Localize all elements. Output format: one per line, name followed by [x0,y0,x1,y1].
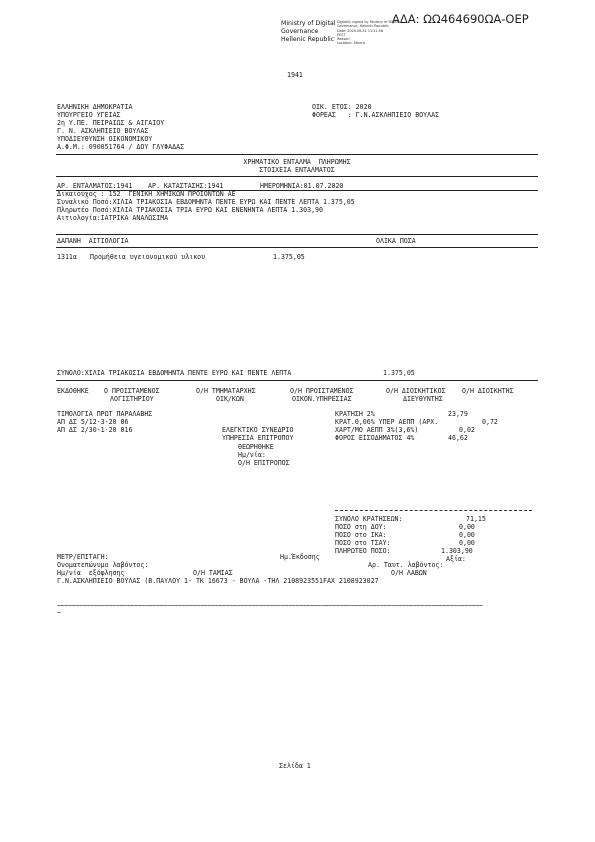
divider [56,247,538,248]
total-withholdings-value: 71,15 [466,515,486,523]
withholding-value-1: 23,79 [448,410,468,418]
digital-signature-stamp [281,20,336,44]
page-title: ΧΡΗΜΑΤΙΚΟ ΕΝΤΑΛΜΑ ΠΛΗΡΩΜΗΣ [243,158,351,166]
issue-date-label: Ημ.Έκδοσης [280,553,320,561]
signature-meta-6: Location: Athens [337,41,366,46]
fiscal-body: ΦΟΡΕΑΣ : Γ.Ν.ΑΣΚΛΗΠΙΕΙΟ ΒΟΥΛΑΣ [312,111,440,119]
amount-tsay-value: 0,00 [459,539,475,547]
expense-code: 1311α [57,253,77,261]
registry-number: ΑΡ. ΚΑΤΑΣΤΑΣΗΣ:1941 [148,182,224,190]
approval-head-accounting: Ο ΠΡΟΙΣΤΑΜΕΝΟΣ [104,387,160,395]
sum-amount: 1.375,05 [383,369,415,377]
withholding-label-4: ΦΟΡΟΣ ΕΙΣΟΔΗΜΑΤΟΣ 4% [335,434,415,442]
signature-meta-3: Date: 2020.08.31 11:21:58 [337,28,384,33]
withholding-label-1: ΚΡΑΤΗΣΗ 2% [335,410,375,418]
signature-line-2: Governance [281,28,319,35]
column-header-total: ΟΛΙΚΑ ΠΟΣΑ [376,237,416,245]
invoices-title: ΤΙΜΟΛΟΓΙΑ ΠΡΩΤ ΠΑΡΑΛΑΒΗΣ [57,410,153,418]
total-withholdings-label: ΣΥΝΟΛΟ ΚΡΑΤΗΣΕΩΝ: [335,515,403,523]
expense-amount: 1.375,05 [273,253,305,261]
signature-meta-5: Reason: [337,37,351,42]
value-label: Αξία: [446,555,466,563]
order-date: ΗΜΕΡΟΜΗΝΙΑ:01.07.2020 [260,182,344,190]
tilde-separator: ~~~~~~~~~~~~~~~~~~~~~~~~~~~~~~~~~~~~~~~~~~~~~~~~~~~~~~~~~~~~~~~~~~~~~~~~~~~~~~~~~~~~~~~~~~~~~~~~~~~~~~~~~~~~~~~~~~~~ [57,602,483,610]
divider [56,154,538,155]
divider [335,510,532,511]
approval-issued: ΕΚΔΟΘΗΚΕ [57,387,89,395]
approval-section-head-sub: ΟΙΚ/ΚΩΝ [216,395,244,403]
receiver-label: Ο/Η ΛΑΒΩΝ [391,569,427,577]
document-number: 1941 [287,71,303,79]
page-number: Σελίδα 1 [279,762,311,770]
divider [56,380,538,381]
invoice-ref-1: ΑΠ ΔΣ 5/12-3-20 Θ6 [57,418,129,426]
withholding-value-4: 46,62 [448,434,468,442]
expense-description: Προμήθεια υγειονομικού υλικου [90,253,206,261]
payment-date-label: Ημ/νία εξόφλησης [57,569,125,577]
payable-amount: Πληρωτέο Ποσό:ΧΙΛΙΑ ΤΡΙΑΚΟΣΙΑ ΤΡΙΑ ΕΥΡΩ ΚΑΙ ΕΝΕΝΗΝΤΑ ΛΕΠΤΑ 1.303,90 [57,206,323,214]
order-number: ΑΡ. ΕΝΤΑΛΜΑΤΟΣ:1941 [57,182,133,190]
amount-tsay-label: ΠΟΣΟ στο ΤΣΑΥ: [335,539,391,547]
signature-line-3: Hellenic Republic [281,36,335,43]
audit-date: Ημ/νία: [238,451,266,459]
payable-value: 1.303,90 [441,547,473,555]
audit-approved: ΘΕΩΡΗΘΗΚΕ [238,443,274,451]
withholding-label-2: ΚΡΑΤ.0,06% ΥΠΕΡ ΑΕΠΠ (ΑΡΧ. [335,418,439,426]
signature-meta-4: EEST [337,32,346,37]
payment-order-label: ΜΕΤΡ/ΕΠΙΤΑΓΗ: [57,553,109,561]
approval-governor: Ο/Η ΔΙΟΙΚΗΤΗΣ [462,387,514,395]
approval-finance-head: Ο/Η ΠΡΟΙΣΤΑΜΕΝΟΣ [290,387,354,395]
sum-text: ΣΥΝΟΛΟ:ΧΙΛΙΑ ΤΡΙΑΚΟΣΙΑ ΕΒΔΟΜΗΝΤΑ ΠΕΝΤΕ ΕΥΡΩ ΚΑΙ ΠΕΝΤΕ ΛΕΠΤΑ [57,369,292,377]
fiscal-year: ΟΙΚ. ΕΤΟΣ: 2020 [312,103,372,111]
amount-ika-value: 0,00 [459,531,475,539]
issuer-line-6: Α.Φ.Μ.: 090051764 / ΔΟΥ ΓΛΥΦΑΔΑΣ [57,143,185,151]
approval-section-head: Ο/Η ΤΜΗΜΑΤΑΡΧΗΣ [196,387,256,395]
issuer-line-2: ΥΠΟΥΡΓΕΙΟ ΥΓΕΙΑΣ [57,111,121,119]
beneficiary: Δικαιούχος : 152 ΓΕΝΙΚΗ ΧΗΜΙΚΩΝ ΠΡΟΙΟΝΤΩΝ ΑΕ [57,190,236,198]
withholding-value-2: 0,72 [482,418,498,426]
withholding-value-3: 0,02 [459,426,475,434]
reason: Αιτιολογία:ΙΑΤΡΙΚΑ ΑΝΑΛΩΣΙΜΑ [57,214,169,222]
total-amount: Συναλικό Ποσό:ΧΙΛΙΑ ΤΡΙΑΚΟΣΙΑ ΕΒΔΟΜΗΝΤΑ ΠΕΝΤΕ ΕΥΡΩ ΚΑΙ ΠΕΝΤΕ ΛΕΠΤΑ 1.375,05 [57,198,355,206]
withholding-label-3: ΧΑΡΤ/ΜΟ ΑΕΠΠ 3%(3,6%) [335,426,419,434]
divider [56,234,538,235]
approval-head-accounting-sub: ΛΟΓΙΣΤΗΡΙΟΥ [110,395,154,403]
recipient-name-label: Ονοματεπώνυμο λαβόντος: [57,561,149,569]
amount-ika-label: ΠΟΣΟ στο ΙΚΑ: [335,531,387,539]
footer-address: Γ.Ν.ΑΣΚΛΗΠΙΕΙΟ ΒΟΥΛΑΣ (Β.ΠΑΥΛΟΥ 1- ΤΚ 16673 - ΒΟΥΛΑ -ΤΗΛ 2108923551FAX 2108923027 [57,577,379,585]
audit-service: ΥΠΗΡΕΣΙΑ ΕΠΙΤΡΟΠΟΥ [222,434,294,442]
amount-doy-value: 0,00 [459,523,475,531]
approval-finance-head-sub: ΟΙΚΟΝ.ΥΠΗΡΕΣΙΑΣ [292,395,352,403]
signature-line-1: Ministry of Digital [281,20,336,27]
invoice-ref-2: ΑΠ ΔΣ 2/30-1-20 Θ16 [57,426,133,434]
issuer-line-5: ΥΠΟΔΙΕΥΘΥΝΣΗ ΟΙΚΟΝΟΜΙΚΟΥ [57,135,153,143]
amount-doy-label: ΠΟΣΟ στη ΔΟΥ: [335,523,387,531]
page-subtitle: ΣΤΟΙΧΕΙΑ ΕΝΤΑΛΜΑΤΟΣ [259,166,335,174]
issuer-line-1: ΕΛΛΗΝΙΚΗ ΔΗΜΟΚΡΑΤΙΑ [57,103,133,111]
column-header-expense: ΔΑΠΑΝΗ ΑΙΤΙΟΛΟΓΙΑ [57,237,129,245]
digital-signature-details [337,20,399,46]
payable-label: ΠΛΗΡΩΤΕΟ ΠΟΣΟ: [335,547,391,555]
approval-admin-director: Ο/Η ΔΙΟΙΚΗΤΙΚΟΣ [386,387,446,395]
recipient-id-label: Αρ. Ταυτ. λαβόντος: [368,561,444,569]
tilde-tail: ~ [57,609,61,617]
approval-admin-director-sub: ΔΙΕΥΘΥΝΤΗΣ [403,395,443,403]
signature-meta-1: Digitally signed by Ministry of Digital [337,20,400,24]
issuer-line-3: 2η Υ.ΠΕ. ΠΕΙΡΑΙΩΣ & ΑΙΓΑΙΟΥ [57,119,165,127]
issuer-line-4: Γ. Ν. ΑΣΚΛΗΠΙΕΙΟ ΒΟΥΛΑΣ [57,127,149,135]
divider [56,176,538,177]
audit-court: ΕΛΕΓΚΤΙΚΟ ΣΥΝΕΔΡΙΟ [222,426,294,434]
signature-meta-2: Governance, Hellenic Republic [337,24,389,29]
audit-commissioner: Ο/Η ΕΠΙΤΡΟΠΟΣ [238,459,290,467]
ada-code: ΑΔΑ: ΩΩ464690ΩΑ-ΟΕΡ [392,12,529,26]
cashier-label: Ο/Η ΤΑΜΙΑΣ [193,569,233,577]
